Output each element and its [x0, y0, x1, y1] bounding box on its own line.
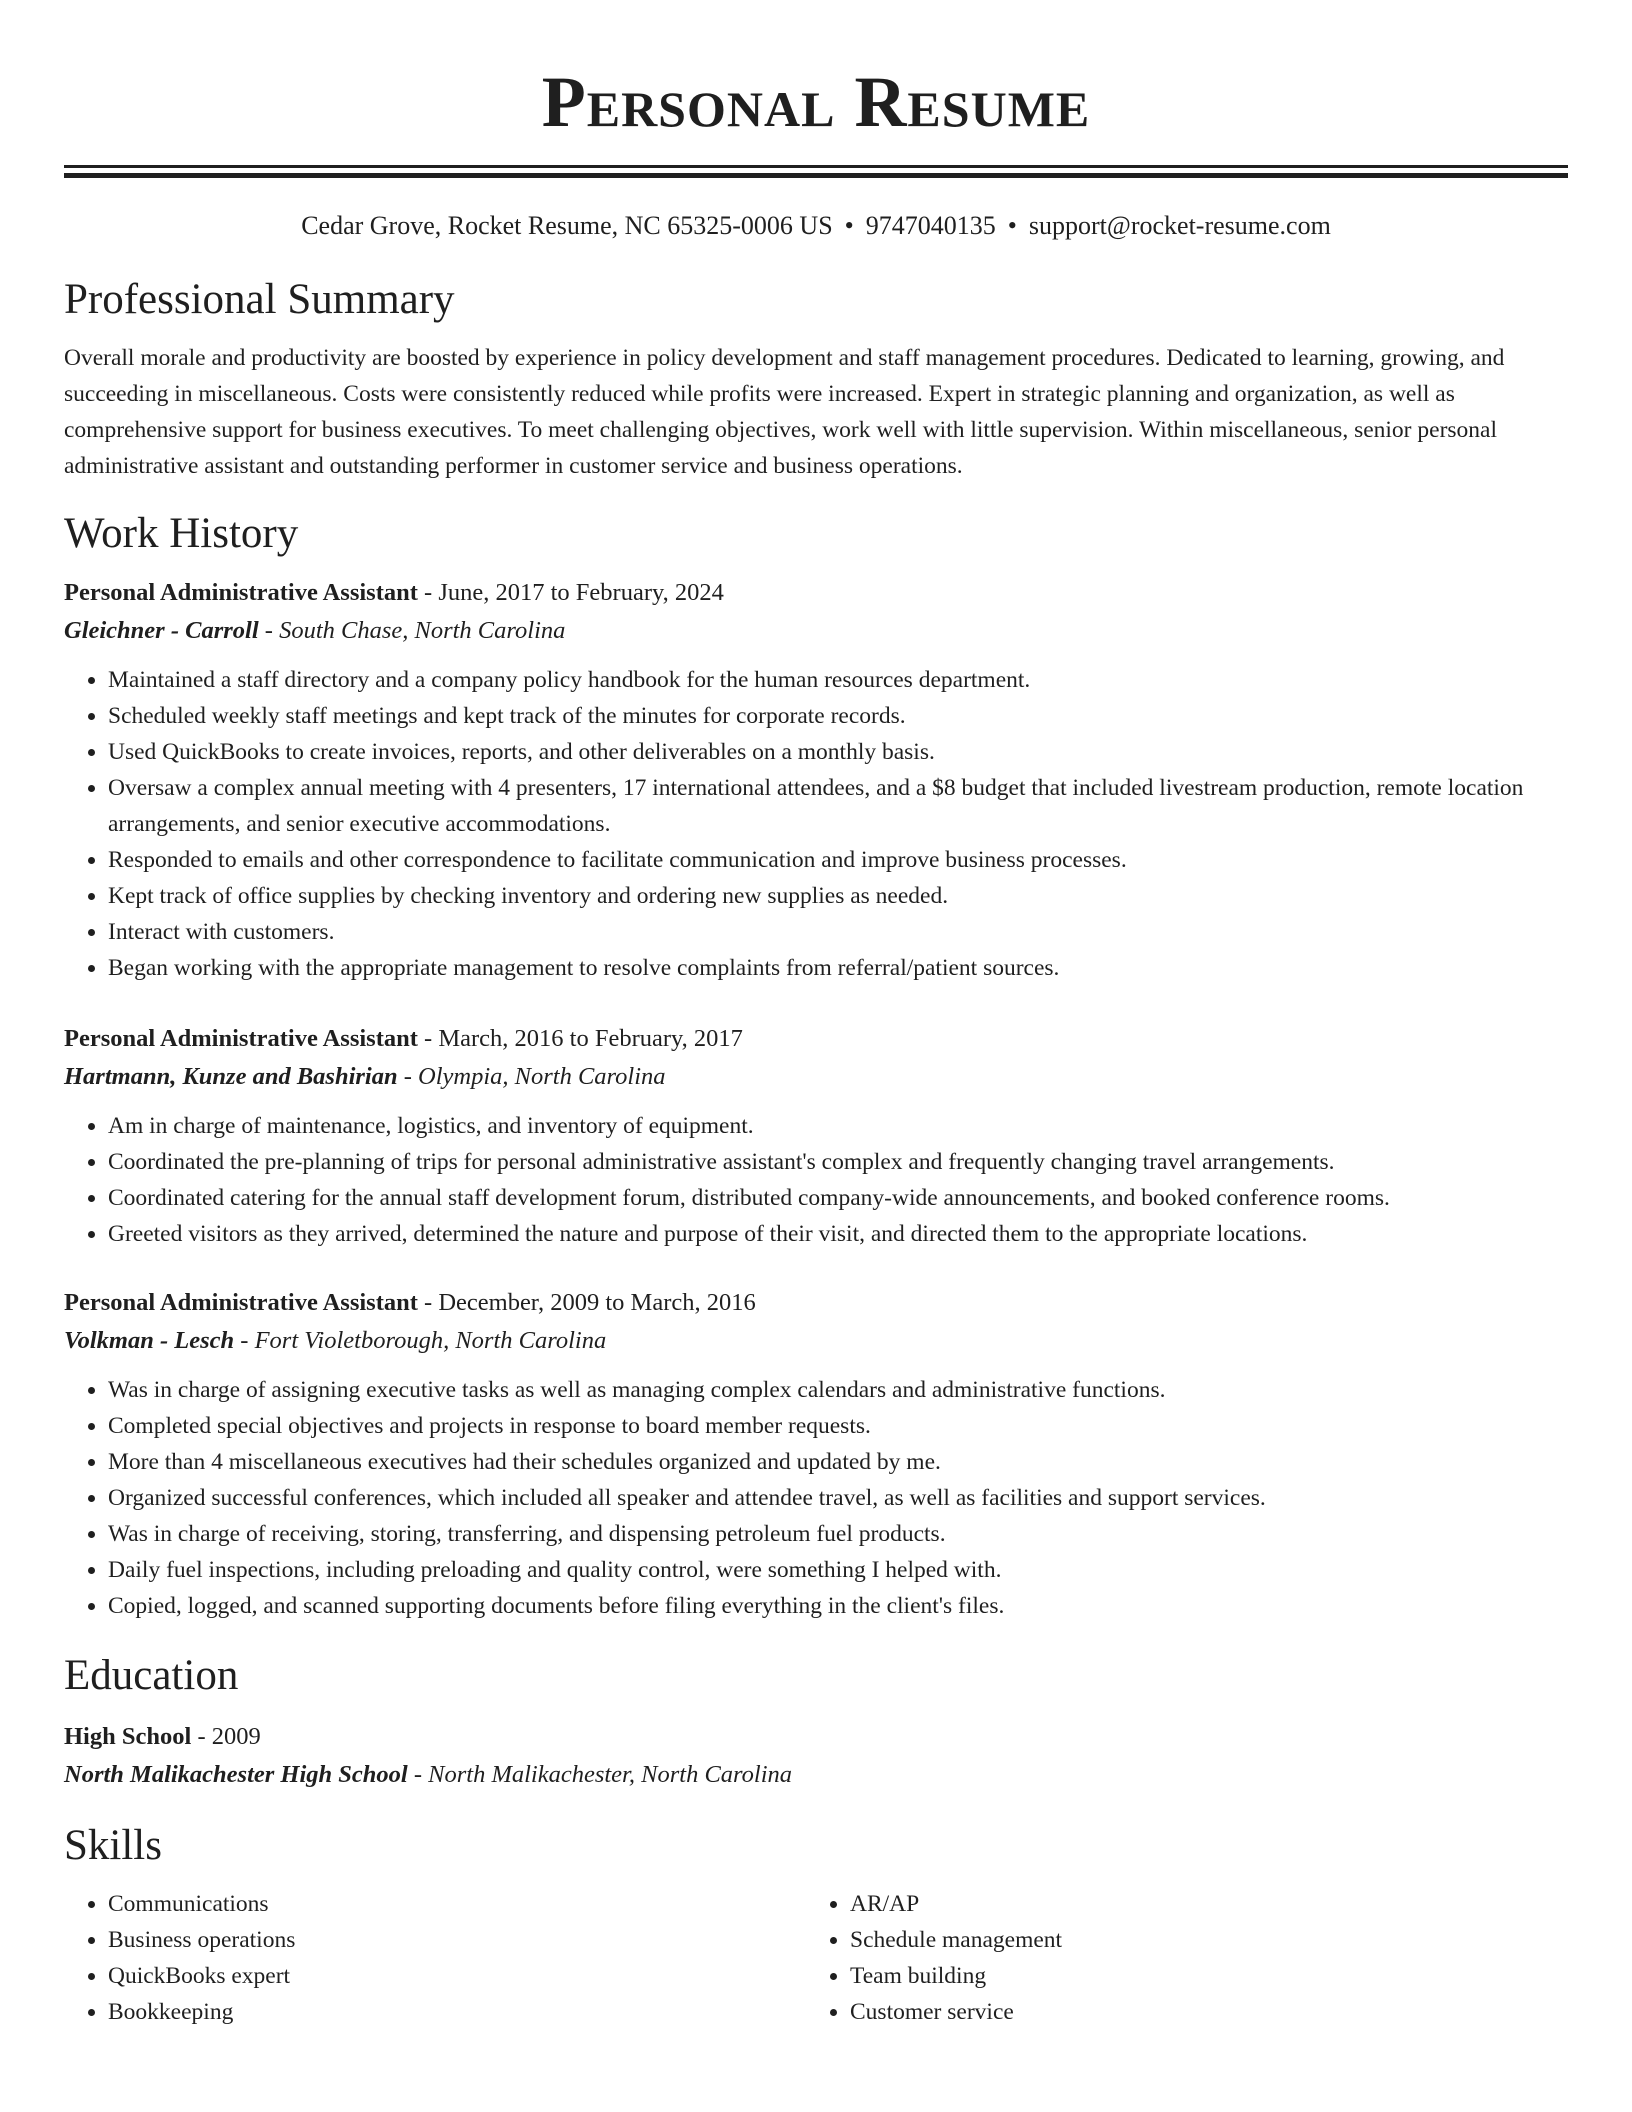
job-entry — [64, 574, 1568, 986]
job-duty: • Am in charge of maintenance, logistics, and inventory of equipment. — [108, 1108, 1568, 1144]
skill-item: • AR/AP — [850, 1886, 1548, 1922]
job-title-line — [64, 574, 1568, 612]
job-duty: • Scheduled weekly staff meetings and kept track of the minutes for corporate records. — [108, 698, 1568, 734]
job-duty: • Was in charge of receiving, storing, transferring, and dispensing petroleum fuel products. — [108, 1516, 1568, 1552]
contact-separator: • — [1007, 211, 1017, 240]
job-duty: • Copied, logged, and scanned supporting documents before filing everything in the client's files. — [108, 1588, 1568, 1624]
job-title: Personal Administrative Assistant — [64, 1289, 418, 1316]
title-divider-thin — [64, 165, 1568, 168]
skill-item: • QuickBooks expert — [108, 1958, 806, 1994]
contact-address: Cedar Grove, Rocket Resume, NC 65325-0006 US — [301, 211, 833, 240]
job-dates: - December, 2009 to March, 2016 — [417, 1289, 756, 1316]
job-dates: - June, 2017 to February, 2024 — [417, 579, 724, 606]
job-duty: • Maintained a staff directory and a company policy handbook for the human resources department. — [108, 662, 1568, 698]
job-duties-list — [64, 1372, 1568, 1624]
education-entry — [64, 1718, 1568, 1794]
page-title: Personal Resume — [541, 62, 1091, 142]
skill-item: • Team building — [850, 1958, 1548, 1994]
contact-email: support@rocket-resume.com — [1028, 211, 1331, 240]
summary-text: Overall morale and productivity are boosted by experience in policy development and staff management procedures. Dedicated to learning, growing, and succeeding in miscellaneous. Costs were consistently reduced while profits were increased. Expert in strategic planning and organization, as well as comprehensive support for business executives. To meet challenging objectives, work well with little supervision. Within miscellaneous, senior personal administrative assistant and outstanding performer in customer service and business operations. — [64, 345, 1505, 479]
job-location: - Fort Violetborough, North Carolina — [234, 1327, 607, 1354]
job-company-line — [64, 612, 1568, 650]
work-history-heading: Work History — [64, 510, 299, 557]
job-duty: • Coordinated catering for the annual staff development forum, distributed company-wide announcements, and booked conference rooms. — [108, 1180, 1568, 1216]
job-title-line — [64, 1020, 1568, 1058]
skill-item: • Customer service — [850, 1994, 1548, 2030]
skill-item: • Bookkeeping — [108, 1994, 806, 2030]
job-duty: • Used QuickBooks to create invoices, reports, and other deliverables on a monthly basis. — [108, 734, 1568, 770]
job-title: Personal Administrative Assistant — [64, 579, 418, 606]
contact-separator: • — [844, 211, 854, 240]
education-school: North Malikachester High School — [64, 1761, 408, 1788]
job-dates: - March, 2016 to February, 2017 — [417, 1025, 743, 1052]
education-location: - North Malikachester, North Carolina — [407, 1761, 793, 1788]
job-company: Volkman - Lesch — [64, 1327, 235, 1354]
skill-item: • Business operations — [108, 1922, 806, 1958]
skill-item: • Communications — [108, 1886, 806, 1922]
job-title-line — [64, 1284, 1568, 1322]
job-entry — [64, 1284, 1568, 1624]
job-entry — [64, 1020, 1568, 1252]
job-duties-list — [64, 1108, 1568, 1252]
education-degree-line — [64, 1718, 1568, 1756]
education-school-line — [64, 1756, 1568, 1794]
job-company-line — [64, 1322, 1568, 1360]
job-company: Hartmann, Kunze and Bashirian — [64, 1063, 398, 1090]
education-year: - 2009 — [191, 1723, 261, 1750]
contact-info — [64, 208, 1568, 244]
resume-page — [64, 0, 1568, 2030]
job-duty: • Oversaw a complex annual meeting with 4 presenters, 17 international attendees, and a $8 budget that included livestream production, remote location arrangements, and senior executive accommodations. — [108, 770, 1568, 842]
job-duty: • Organized successful conferences, which included all speaker and attendee travel, as well as facilities and support services. — [108, 1480, 1568, 1516]
job-location: - Olympia, North Carolina — [397, 1063, 666, 1090]
skills-column-right — [806, 1886, 1548, 2030]
job-duty: • Responded to emails and other correspondence to facilitate communication and improve business processes. — [108, 842, 1568, 878]
contact-phone: 9747040135 — [865, 211, 996, 240]
skill-item: • Schedule management — [850, 1922, 1548, 1958]
education-heading: Education — [64, 1652, 239, 1699]
job-duties-list — [64, 662, 1568, 986]
job-duty: • Coordinated the pre-planning of trips for personal administrative assistant's complex and frequently changing travel arrangements. — [108, 1144, 1568, 1180]
skills-heading: Skills — [64, 1822, 162, 1869]
summary-heading: Professional Summary — [64, 276, 455, 323]
job-company-line — [64, 1058, 1568, 1096]
skills-list — [64, 1886, 1568, 2030]
title-divider-thick — [64, 173, 1568, 178]
job-title: Personal Administrative Assistant — [64, 1025, 418, 1052]
job-duty: • Interact with customers. — [108, 914, 1568, 950]
job-duty: • Was in charge of assigning executive tasks as well as managing complex calendars and administrative functions. — [108, 1372, 1568, 1408]
skills-column-left — [64, 1886, 806, 2030]
job-location: - South Chase, North Carolina — [258, 617, 566, 644]
job-duty: • Greeted visitors as they arrived, determined the nature and purpose of their visit, and directed them to the appropriate locations. — [108, 1216, 1568, 1252]
job-duty: • Kept track of office supplies by checking inventory and ordering new supplies as needed. — [108, 878, 1568, 914]
job-duty: • Began working with the appropriate management to resolve complaints from referral/patient sources. — [108, 950, 1568, 986]
job-duty: • Completed special objectives and projects in response to board member requests. — [108, 1408, 1568, 1444]
job-duty: • Daily fuel inspections, including preloading and quality control, were something I helped with. — [108, 1552, 1568, 1588]
job-duty: • More than 4 miscellaneous executives had their schedules organized and updated by me. — [108, 1444, 1568, 1480]
education-degree: High School — [64, 1723, 192, 1750]
job-company: Gleichner - Carroll — [64, 617, 259, 644]
